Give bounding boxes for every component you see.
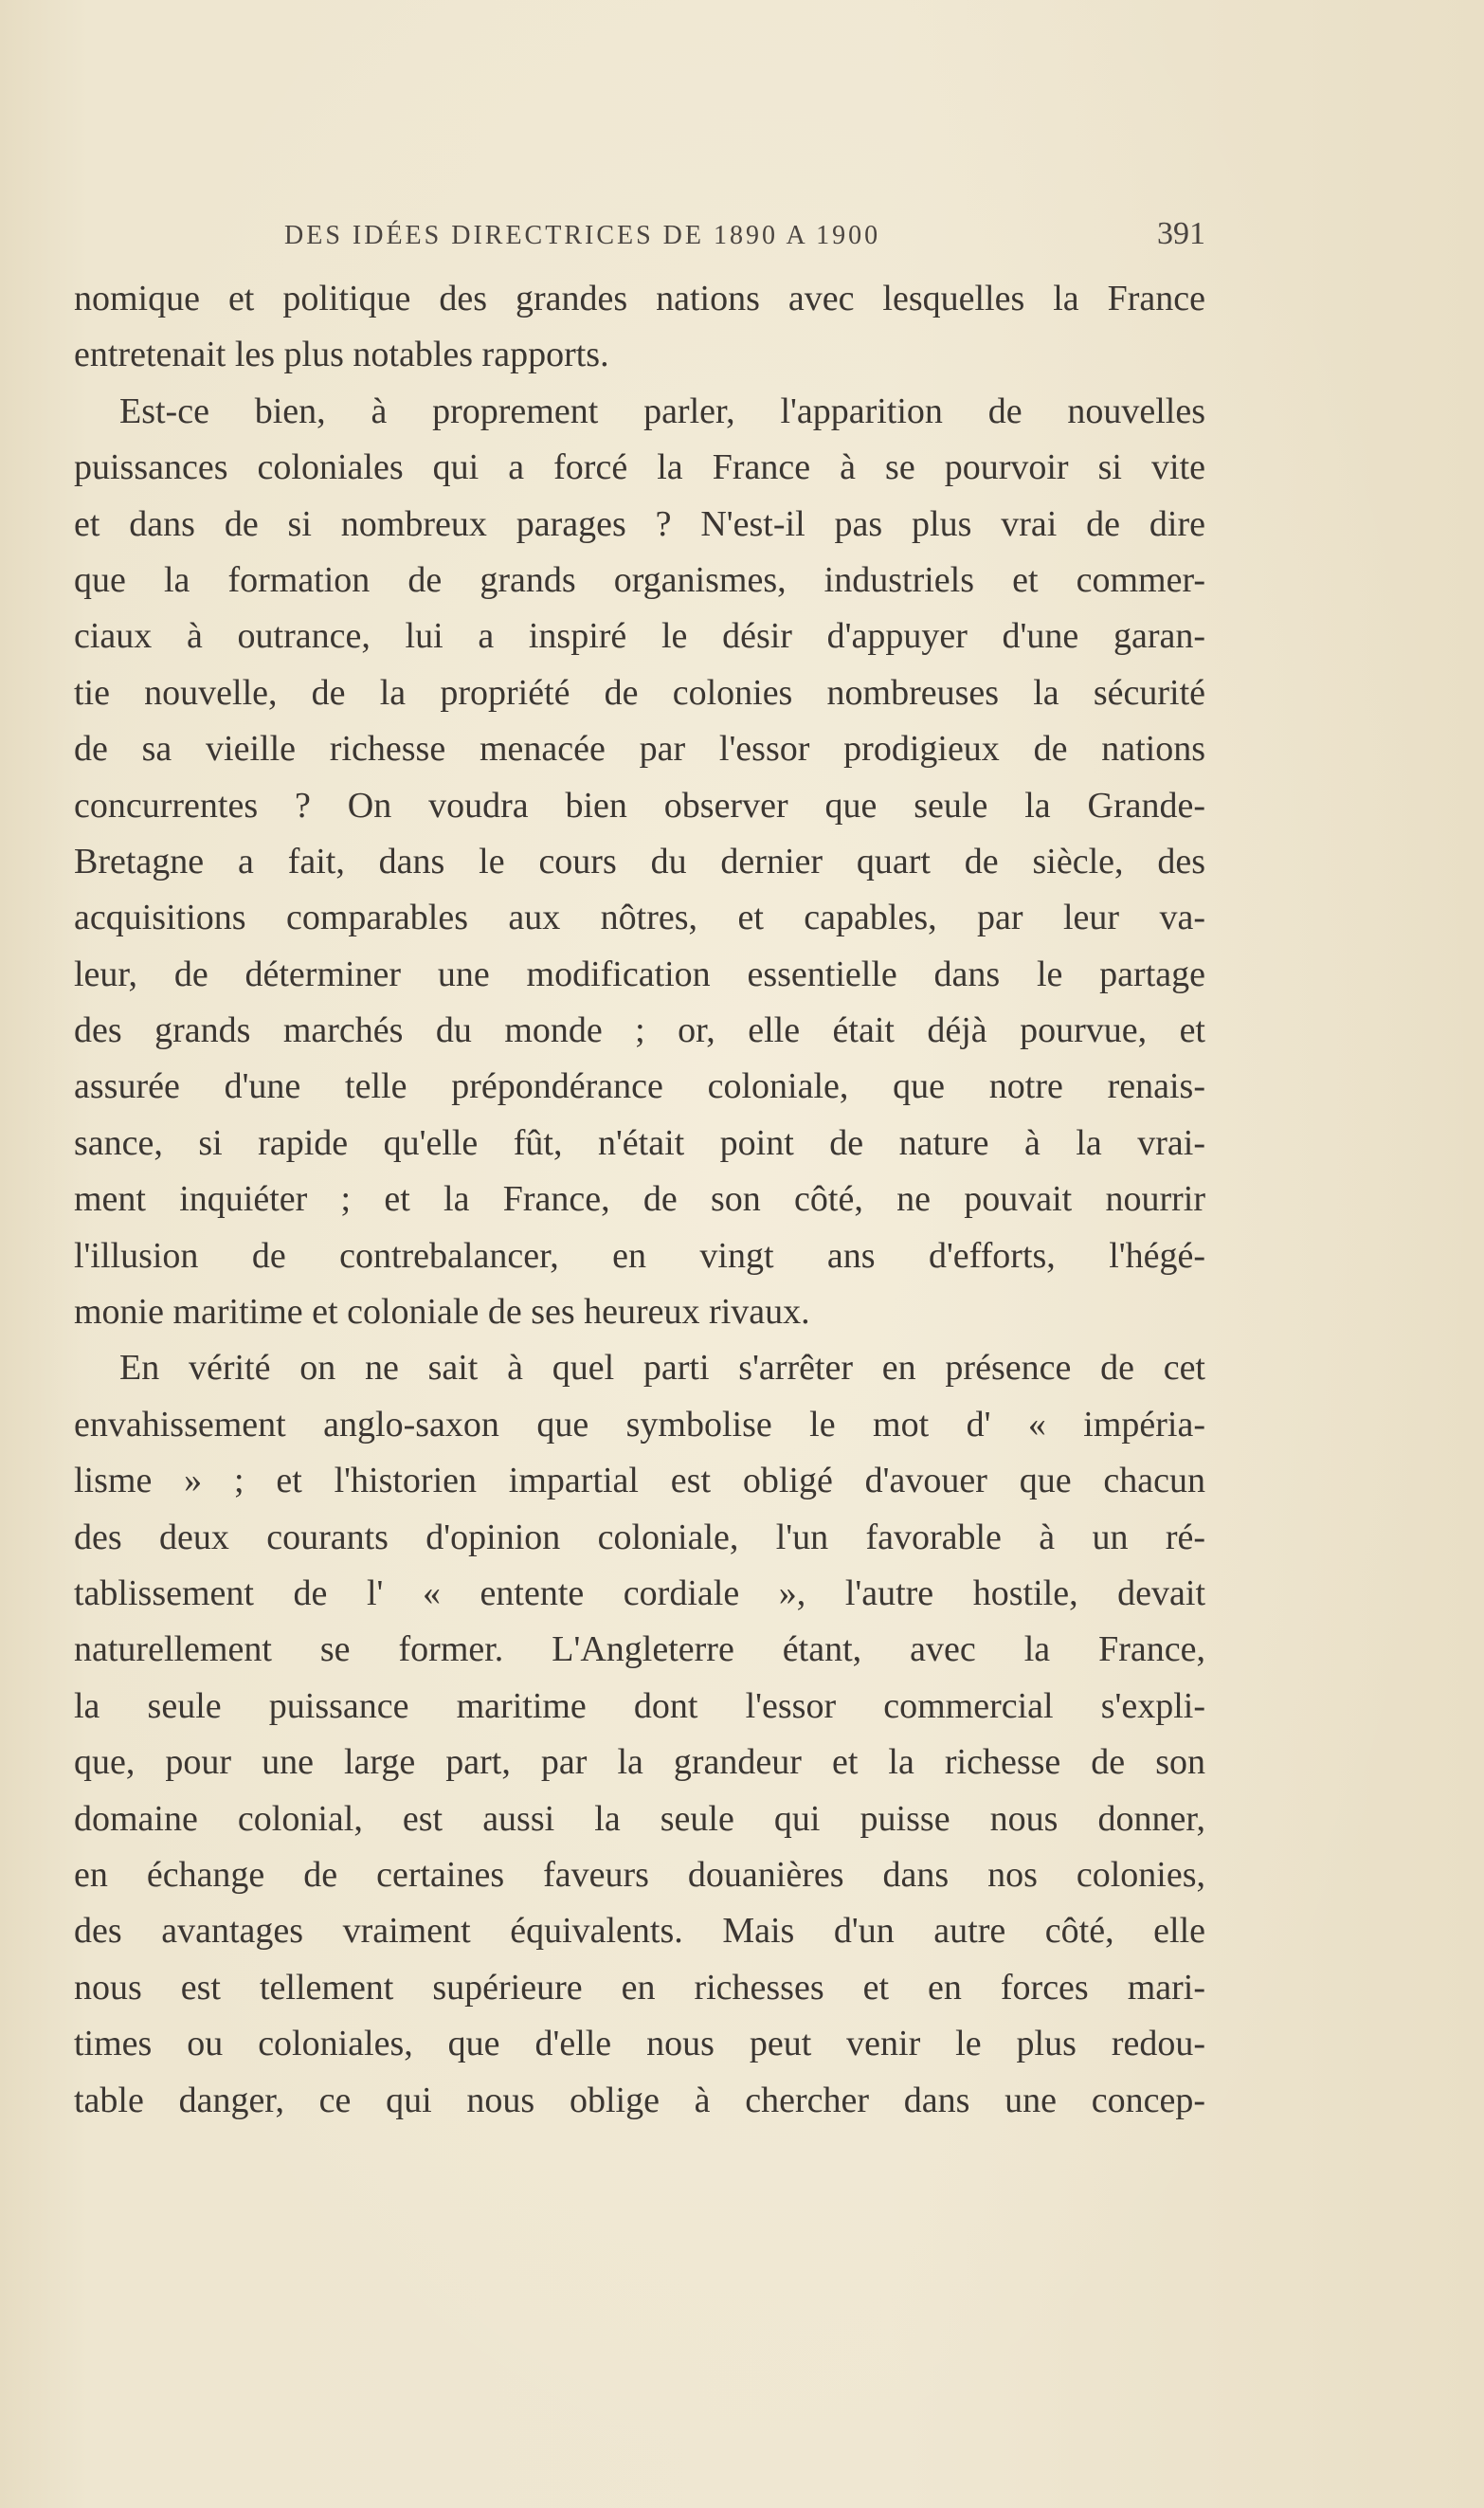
text-line: En vérité on ne sait à quel parti s'arrêter en présence de cet (119, 1348, 1205, 1389)
text-line: domaine colonial, est aussi la seule qui puisse nous donner, (74, 1798, 1205, 1839)
text-line: nomique et politique des grandes nations avec lesquelles la France (74, 279, 1205, 318)
text-line: tie nouvelle, de la propriété de colonies nombreuses la sécurité (74, 672, 1205, 713)
text-line: entretenait les plus notables rapports. (74, 335, 609, 375)
text-line: puissances coloniales qui a forcé la France à se pourvoir si vite (74, 447, 1205, 488)
text-line: table danger, ce qui nous oblige à chercher dans une concep- (74, 2080, 1205, 2120)
text-line: assurée d'une telle prépondérance coloniale, que notre renais- (74, 1066, 1205, 1107)
text-line: lisme » ; et l'historien impartial est obligé d'avouer que chacun (74, 1461, 1205, 1501)
text-line: de sa vieille richesse menacée par l'essor prodigieux de nations (74, 729, 1205, 770)
text-line: Est-ce bien, à proprement parler, l'apparition de nouvelles (119, 391, 1205, 431)
text-line: des grands marchés du monde ; or, elle était déjà pourvue, et (74, 1010, 1205, 1051)
text-line: concurrentes ? On voudra bien observer que seule la Grande- (74, 785, 1205, 826)
text-line: des deux courants d'opinion coloniale, l'un favorable à un ré- (74, 1517, 1205, 1557)
text-line: Bretagne a fait, dans le cours du dernier quart de siècle, des (74, 841, 1205, 881)
running-head: DES IDÉES DIRECTRICES DE 1890 A 1900 (284, 221, 881, 250)
text-line: monie maritime et coloniale de ses heureux rivaux. (74, 1292, 810, 1333)
text-line: sance, si rapide qu'elle fût, n'était point de nature à la vrai- (74, 1122, 1205, 1163)
text-line: acquisitions comparables aux nôtres, et capables, par leur va- (74, 898, 1205, 938)
text-line: des avantages vraiment équivalents. Mais d'un autre côté, elle (74, 1911, 1205, 1952)
text-line: leur, de déterminer une modification essentielle dans le partage (74, 954, 1205, 994)
text-line: et dans de si nombreux parages ? N'est-il pas plus vrai de dire (74, 503, 1205, 544)
text-line: ciaux à outrance, lui a inspiré le désir d'appuyer d'une garan- (74, 616, 1205, 657)
page-number: 391 (1157, 216, 1205, 251)
page-header (284, 216, 1205, 258)
text-line: en échange de certaines faveurs douanières dans nos colonies, (74, 1854, 1205, 1895)
text-line: nous est tellement supérieure en richesses et en forces mari- (74, 1967, 1205, 2008)
text-line: ment inquiéter ; et la France, de son côté, ne pouvait nourrir (74, 1179, 1205, 1220)
text-line: l'illusion de contrebalancer, en vingt ans d'efforts, l'hégé- (74, 1235, 1205, 1276)
text-line: que la formation de grands organismes, industriels et commer- (74, 559, 1205, 600)
text-line: envahissement anglo-saxon que symbolise le mot d' « impéria- (74, 1404, 1205, 1445)
body-text (74, 271, 1205, 2129)
text-line: la seule puissance maritime dont l'essor commercial s'expli- (74, 1685, 1205, 1726)
text-line: naturellement se former. L'Angleterre étant, avec la France, (74, 1629, 1205, 1670)
text-line: tablissement de l' « entente cordiale », l'autre hostile, devait (74, 1572, 1205, 1613)
text-line: times ou coloniales, que d'elle nous peut venir le plus redou- (74, 2024, 1205, 2064)
text-line: que, pour une large part, par la grandeur et la richesse de son (74, 1742, 1205, 1783)
